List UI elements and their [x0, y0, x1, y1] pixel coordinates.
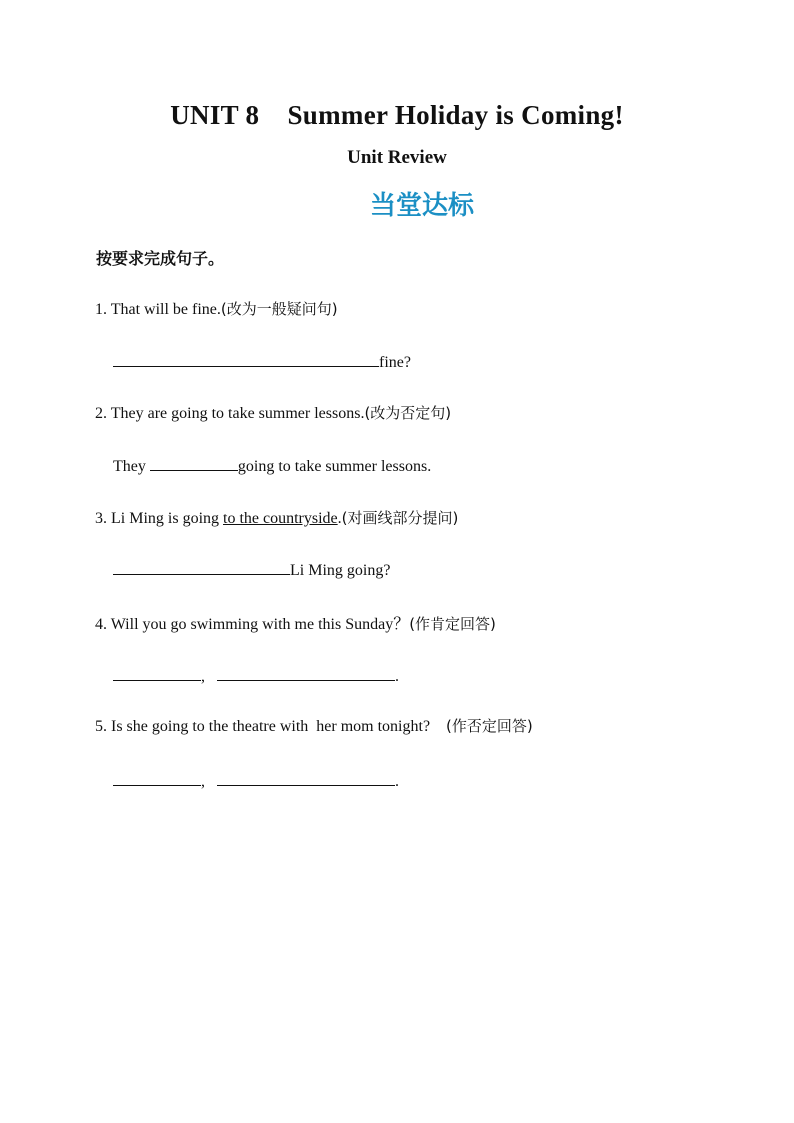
answer-2	[113, 454, 431, 476]
question-text: Li Ming is going	[111, 510, 224, 527]
section-heading: 当堂达标	[369, 191, 474, 221]
question-text: That will be fine.	[110, 301, 221, 318]
answer-suffix: fine?	[379, 354, 411, 371]
question-number: 2.	[95, 405, 111, 422]
question-text: Is she going to the theatre with her mom tonight?	[111, 718, 447, 735]
answer-blank[interactable]	[150, 454, 238, 471]
answer-comma: ,	[201, 773, 205, 790]
answer-5	[113, 769, 399, 791]
answer-prefix: They	[113, 458, 150, 475]
answer-blank[interactable]	[113, 350, 379, 367]
answer-blank-1[interactable]	[113, 769, 201, 786]
question-number: 3.	[95, 510, 111, 527]
page-title: UNIT 8 Summer Holiday is Coming!	[170, 100, 624, 130]
question-text: They are going to take summer lessons.	[110, 405, 365, 422]
question-text: Will you go swimming with me this Sunday？	[110, 616, 410, 633]
question-hint: (改为否定句)	[364, 404, 452, 422]
question-5	[95, 715, 533, 736]
answer-3	[113, 558, 390, 580]
page-subtitle: Unit Review	[347, 147, 447, 168]
question-1	[95, 298, 338, 319]
question-number: 1.	[95, 301, 111, 318]
question-number: 5.	[95, 718, 111, 735]
answer-comma: ,	[201, 668, 205, 685]
answer-blank-1[interactable]	[113, 664, 201, 681]
answer-1	[113, 350, 411, 372]
answer-suffix: going to take summer lessons.	[237, 458, 432, 475]
question-hint: (对画线部分提问)	[341, 509, 459, 527]
question-4	[95, 611, 496, 634]
question-hint: (作否定回答)	[446, 717, 533, 735]
answer-end: .	[395, 773, 399, 790]
answer-blank-2[interactable]	[217, 664, 395, 681]
answer-end: .	[395, 668, 399, 685]
answer-blank-2[interactable]	[217, 769, 395, 786]
instruction-text: 按要求完成句子。	[96, 249, 225, 268]
question-hint: (改为一般疑问句)	[220, 300, 338, 318]
question-3	[95, 507, 458, 528]
underlined-phrase: to the countryside	[223, 510, 338, 527]
question-2	[95, 402, 451, 423]
question-text-end: .	[337, 510, 342, 527]
answer-4	[113, 664, 399, 686]
question-hint: (作肯定回答)	[409, 615, 496, 633]
answer-suffix: Li Ming going?	[290, 562, 391, 579]
question-number: 4.	[95, 616, 111, 633]
answer-blank[interactable]	[113, 558, 290, 575]
